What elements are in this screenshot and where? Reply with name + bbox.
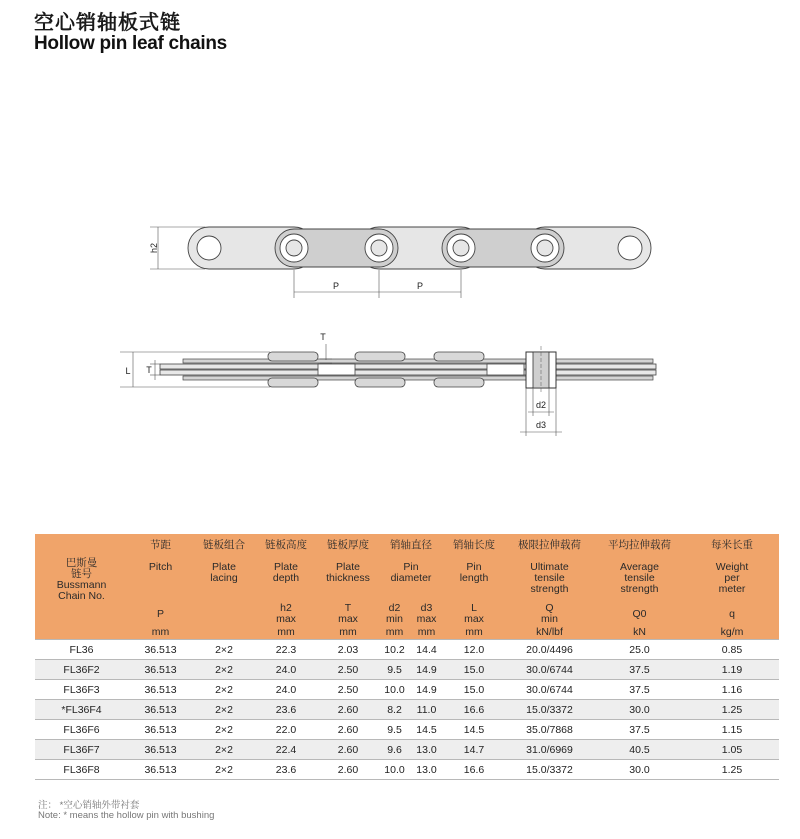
- sym-ultimate-strength: Q min: [505, 602, 594, 626]
- sym-pin-d3: d3 max: [410, 602, 443, 626]
- table-cell: 8.2: [379, 700, 410, 720]
- unit-average-strength: kN: [594, 626, 685, 640]
- table-cell: 2.50: [317, 680, 379, 700]
- chain-number-cell: FL36F7: [35, 740, 128, 760]
- table-cell: 15.0/3372: [505, 700, 594, 720]
- pitch-dimension-label-2: P: [416, 281, 424, 291]
- page-title-english: Hollow pin leaf chains: [34, 33, 227, 54]
- table-cell: 20.0/4496: [505, 640, 594, 660]
- note-chinese: 注： *空心销轴外带衬套: [38, 800, 140, 811]
- chain-spec-table: [35, 534, 779, 780]
- table-cell: 10.0: [379, 760, 410, 780]
- table-cell: 1.05: [685, 740, 779, 760]
- table-row: [35, 660, 779, 680]
- table-cell: 9.6: [379, 740, 410, 760]
- table-cell: 37.5: [594, 720, 685, 740]
- table-cell: 2×2: [193, 760, 255, 780]
- table-cell: 23.6: [255, 760, 317, 780]
- table-cell: 2.60: [317, 740, 379, 760]
- note-english: Note: * means the hollow pin with bushing: [38, 810, 215, 821]
- table-cell: 2×2: [193, 640, 255, 660]
- chain-front-view: [149, 227, 651, 298]
- table-cell: 1.16: [685, 680, 779, 700]
- table-cell: 2×2: [193, 680, 255, 700]
- table-cell: 22.3: [255, 640, 317, 660]
- sym-pin-length: L max: [443, 602, 505, 626]
- unit-weight: kg/m: [685, 626, 779, 640]
- table-cell: 25.0: [594, 640, 685, 660]
- table-cell: 36.513: [128, 680, 193, 700]
- table-cell: 2.03: [317, 640, 379, 660]
- table-cell: 1.15: [685, 720, 779, 740]
- table-cell: 36.513: [128, 700, 193, 720]
- table-cell: 40.5: [594, 740, 685, 760]
- table-cell: 14.4: [410, 640, 443, 660]
- table-cell: 24.0: [255, 680, 317, 700]
- unit-pitch: mm: [128, 626, 193, 640]
- unit-plate-lacing: [193, 626, 255, 640]
- table-cell: 37.5: [594, 680, 685, 700]
- table-cell: 1.25: [685, 760, 779, 780]
- table-cell: 16.6: [443, 700, 505, 720]
- table-cell: 36.513: [128, 740, 193, 760]
- pitch-dimension-label-1: P: [332, 281, 340, 291]
- col-header-ultimate-strength: 极限拉伸载荷 Ultimate tensile strength: [505, 534, 594, 602]
- unit-ultimate-strength: kN/lbf: [505, 626, 594, 640]
- table-cell: 2.60: [317, 760, 379, 780]
- table-cell: 2×2: [193, 720, 255, 740]
- table-cell: 14.5: [443, 720, 505, 740]
- table-cell: 22.0: [255, 720, 317, 740]
- sym-average-strength: Q0: [594, 602, 685, 626]
- table-cell: 14.9: [410, 680, 443, 700]
- table-cell: 36.513: [128, 760, 193, 780]
- unit-chain-no: [35, 626, 128, 640]
- table-cell: 22.4: [255, 740, 317, 760]
- page-title-chinese: 空心销轴板式链: [34, 10, 181, 34]
- table-cell: 10.0: [379, 680, 410, 700]
- table-cell: 14.7: [443, 740, 505, 760]
- table-cell: 36.513: [128, 640, 193, 660]
- table-cell: 9.5: [379, 660, 410, 680]
- table-cell: 10.2: [379, 640, 410, 660]
- table-cell: 31.0/6969: [505, 740, 594, 760]
- unit-plate-thickness: mm: [317, 626, 379, 640]
- col-header-pin-diameter: 销轴直径 Pin diameter: [379, 534, 443, 602]
- l-dimension-label: L: [125, 366, 131, 376]
- chain-number-cell: FL36F8: [35, 760, 128, 780]
- sym-plate-depth: h2 max: [255, 602, 317, 626]
- col-header-plate-thickness: 链板厚度 Plate thickness: [317, 534, 379, 602]
- table-cell: 30.0/6744: [505, 660, 594, 680]
- chain-number-cell: FL36F3: [35, 680, 128, 700]
- table-cell: 2.60: [317, 720, 379, 740]
- table-cell: 14.5: [410, 720, 443, 740]
- col-header-plate-depth: 链板高度 Plate depth: [255, 534, 317, 602]
- table-cell: 13.0: [410, 760, 443, 780]
- table-cell: 2×2: [193, 700, 255, 720]
- sym-pin-d2: d2 min: [379, 602, 410, 626]
- table-cell: 12.0: [443, 640, 505, 660]
- t-side-dimension-label: T: [146, 365, 152, 375]
- chain-side-view: [120, 332, 656, 436]
- chain-number-cell: FL36: [35, 640, 128, 660]
- d3-dimension-label: d3: [535, 420, 547, 430]
- table-row: [35, 680, 779, 700]
- sym-pitch: P: [128, 602, 193, 626]
- unit-pin-d2: mm: [379, 626, 410, 640]
- table-cell: 15.0: [443, 680, 505, 700]
- table-cell: 30.0/6744: [505, 680, 594, 700]
- table-cell: 0.85: [685, 640, 779, 660]
- unit-plate-depth: mm: [255, 626, 317, 640]
- table-cell: 23.6: [255, 700, 317, 720]
- sym-weight: q: [685, 602, 779, 626]
- table-cell: 15.0: [443, 660, 505, 680]
- table-cell: 2.50: [317, 660, 379, 680]
- table-cell: 2×2: [193, 740, 255, 760]
- chain-number-cell: *FL36F4: [35, 700, 128, 720]
- table-cell: 14.9: [410, 660, 443, 680]
- table-cell: 16.6: [443, 760, 505, 780]
- table-row: [35, 760, 779, 780]
- chain-number-cell: FL36F2: [35, 660, 128, 680]
- table-cell: 24.0: [255, 660, 317, 680]
- table-cell: 13.0: [410, 740, 443, 760]
- table-cell: 30.0: [594, 700, 685, 720]
- unit-pin-d3: mm: [410, 626, 443, 640]
- col-header-plate-lacing: 链板组合 Plate lacing: [193, 534, 255, 602]
- table-cell: 1.25: [685, 700, 779, 720]
- sym-plate-lacing: [193, 602, 255, 626]
- table-cell: 36.513: [128, 720, 193, 740]
- sym-plate-thickness: T max: [317, 602, 379, 626]
- t-top-dimension-label: T: [320, 332, 326, 342]
- chain-number-cell: FL36F6: [35, 720, 128, 740]
- d2-dimension-label: d2: [535, 400, 547, 410]
- table-cell: 2×2: [193, 660, 255, 680]
- table-row: [35, 740, 779, 760]
- table-row: [35, 640, 779, 660]
- table-cell: 36.513: [128, 660, 193, 680]
- col-header-weight: 每米长重 Weight per meter: [685, 534, 779, 602]
- table-cell: 11.0: [410, 700, 443, 720]
- table-cell: 1.19: [685, 660, 779, 680]
- col-header-pitch: 节距 Pitch: [128, 534, 193, 602]
- col-header-chain-no: 巴斯曼 链号 Bussmann Chain No.: [35, 534, 128, 626]
- h2-dimension-label: h2: [149, 242, 159, 254]
- table-cell: 2.60: [317, 700, 379, 720]
- table-cell: 15.0/3372: [505, 760, 594, 780]
- table-row: [35, 720, 779, 740]
- table-cell: 9.5: [379, 720, 410, 740]
- unit-pin-length: mm: [443, 626, 505, 640]
- table-cell: 35.0/7868: [505, 720, 594, 740]
- table-row: [35, 700, 779, 720]
- table-cell: 30.0: [594, 760, 685, 780]
- table-cell: 37.5: [594, 660, 685, 680]
- col-header-average-strength: 平均拉伸载荷 Average tensile strength: [594, 534, 685, 602]
- col-header-pin-length: 销轴长度 Pin length: [443, 534, 505, 602]
